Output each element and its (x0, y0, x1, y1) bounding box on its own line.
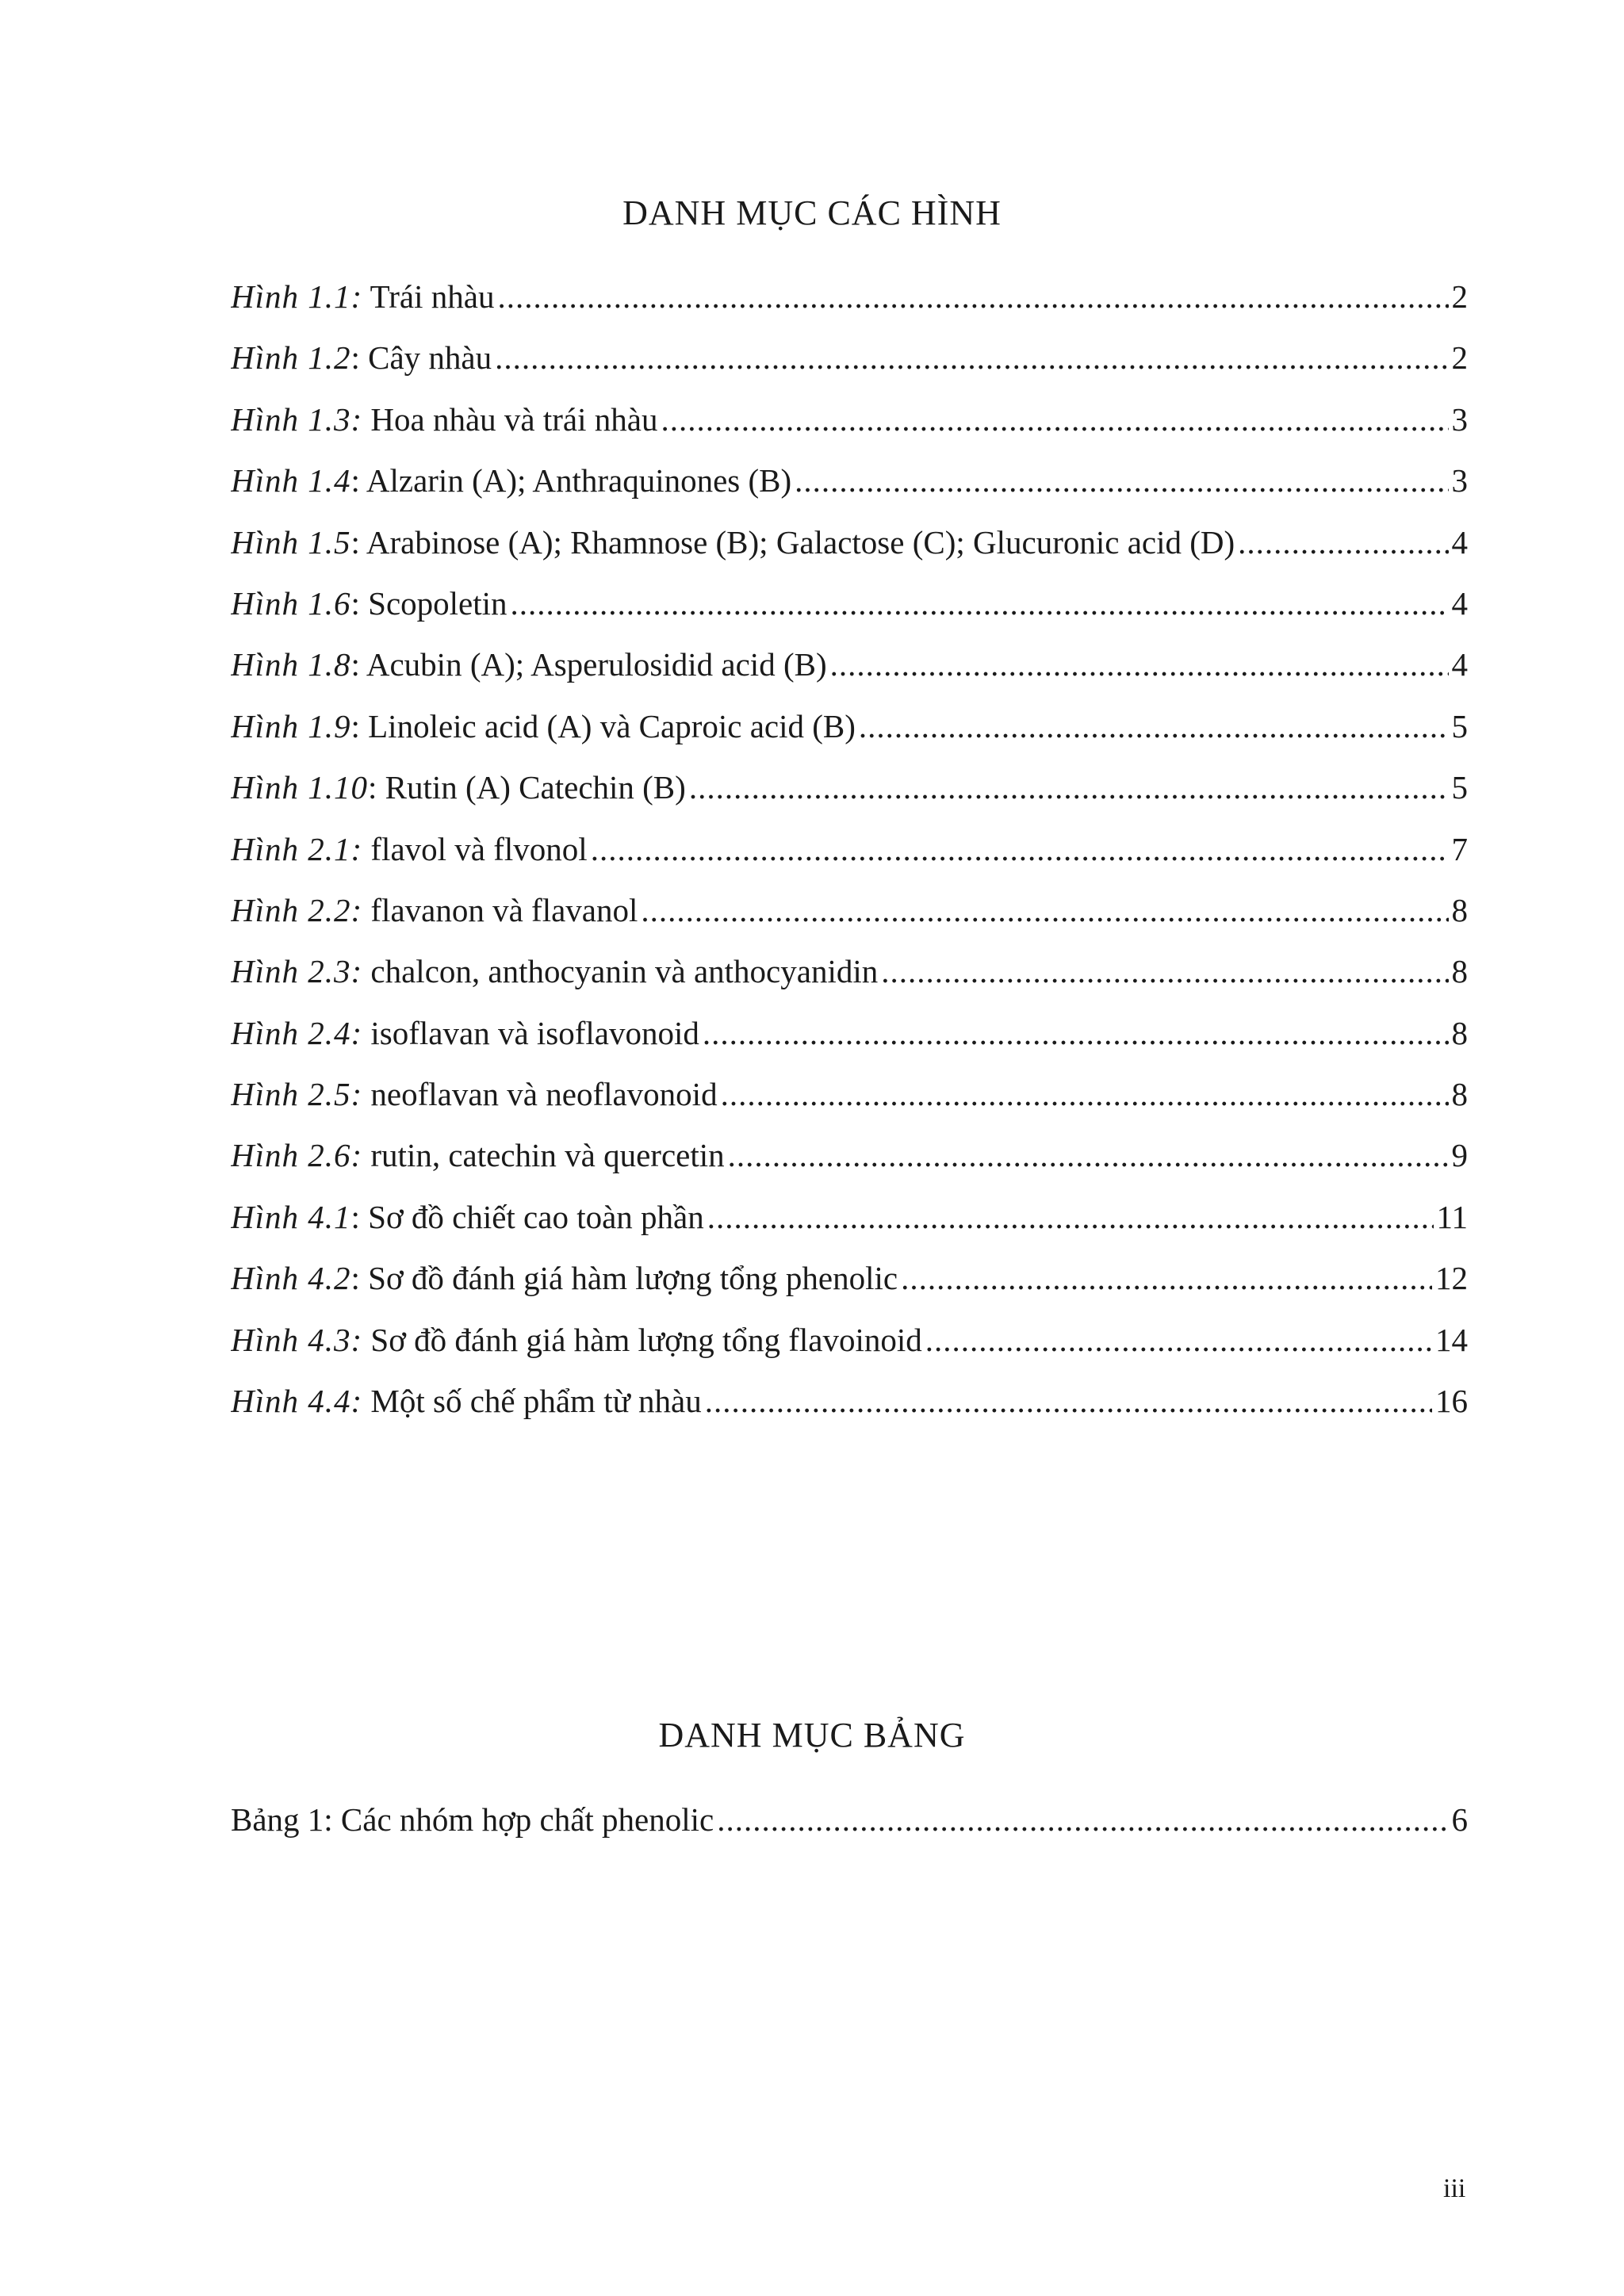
figure-title: : Sơ đồ đánh giá hàm lượng tổng phenolic (350, 1260, 898, 1297)
figure-title: neoflavan và neoflavonoid (362, 1076, 718, 1113)
figure-label: Hình 1.2 (231, 339, 351, 377)
figure-page-number: 4 (1451, 523, 1468, 561)
dot-leader (881, 952, 1448, 990)
figure-entry (231, 1382, 1468, 1443)
dot-leader (511, 584, 1449, 622)
figure-label: Hình 1.5 (231, 523, 351, 561)
figure-title: rutin, catechin và quercetin (362, 1137, 725, 1174)
figure-page-number: 2 (1451, 339, 1468, 377)
figure-page-number: 12 (1435, 1260, 1468, 1297)
figure-title: isoflavan và isoflavonoid (362, 1014, 699, 1051)
figure-page-number: 7 (1451, 830, 1468, 867)
figure-entry (231, 277, 1468, 339)
figure-page-number: 8 (1451, 1014, 1468, 1051)
figure-label: Hình 2.2: (231, 891, 363, 928)
figure-page-number: 8 (1451, 953, 1468, 990)
tables-list (231, 1800, 1468, 1862)
figure-label: Hình 2.6: (231, 1137, 363, 1174)
figure-title: : Linoleic acid (A) và Caproic acid (B) (350, 707, 856, 744)
figure-page-number: 5 (1451, 769, 1468, 806)
figure-title: flavanon và flavanol (362, 891, 638, 928)
dot-leader (707, 1198, 1434, 1236)
figure-label: Hình 1.3: (231, 400, 363, 438)
figure-label: Hình 1.10 (231, 769, 368, 806)
figure-label: Hình 4.1 (231, 1198, 351, 1235)
figure-page-number: 5 (1451, 707, 1468, 744)
figure-label: Hình 1.6 (231, 584, 351, 622)
figure-entry (231, 1075, 1468, 1136)
figure-page-number: 2 (1451, 278, 1468, 315)
dot-leader (925, 1321, 1432, 1359)
figure-title: : Acubin (A); Asperulosidid acid (B) (350, 646, 827, 683)
figure-label: Hình 2.1: (231, 830, 363, 867)
table-title: Bảng 1: Các nhóm hợp chất phenolic (231, 1801, 714, 1838)
table-page-number: 6 (1451, 1801, 1468, 1838)
figure-title: : Scopoletin (350, 584, 508, 622)
figure-page-number: 8 (1451, 891, 1468, 928)
figure-entry (231, 1136, 1468, 1197)
figure-entry (231, 891, 1468, 952)
figure-label: Hình 4.4: (231, 1383, 363, 1420)
figure-page-number: 3 (1451, 400, 1468, 438)
figure-title: chalcon, anthocyanin và anthocyanidin (362, 953, 879, 990)
figure-title: flavol và flvonol (362, 830, 588, 867)
figure-title: : Arabinose (A); Rhamnose (B); Galactose (C); Glucuronic acid (D) (350, 523, 1235, 561)
tables-list-heading: DANH MỤC BẢNG (658, 1716, 966, 1755)
figure-entry (231, 952, 1468, 1013)
figure-page-number: 8 (1451, 1076, 1468, 1113)
page-number: iii (1443, 2174, 1466, 2203)
dot-leader (721, 1075, 1449, 1113)
figure-entry (231, 523, 1468, 584)
figure-title: Trái nhàu (362, 278, 495, 315)
figure-page-number: 4 (1451, 646, 1468, 683)
dot-leader (497, 277, 1448, 316)
figure-entry (231, 1321, 1468, 1382)
dot-leader (689, 768, 1449, 806)
dot-leader (795, 461, 1448, 499)
figure-title: : Cây nhàu (350, 339, 492, 377)
dot-leader (661, 400, 1448, 438)
figure-page-number: 9 (1451, 1137, 1468, 1174)
figure-label: Hình 4.3: (231, 1321, 363, 1358)
figure-title: : Alzarin (A); Anthraquinones (B) (350, 462, 792, 499)
figure-label: Hình 1.9 (231, 707, 351, 744)
figure-label: Hình 4.2 (231, 1260, 351, 1297)
figure-label: Hình 2.4: (231, 1014, 363, 1051)
figure-entry (231, 400, 1468, 461)
figure-entry (231, 339, 1468, 400)
dot-leader (703, 1014, 1449, 1052)
figure-entry (231, 830, 1468, 891)
figure-entry (231, 461, 1468, 522)
dot-leader (717, 1800, 1448, 1839)
figure-label: Hình 2.3: (231, 953, 363, 990)
figure-title: Một số chế phẩm từ nhàu (362, 1383, 702, 1420)
dot-leader (1238, 523, 1448, 561)
figure-page-number: 4 (1451, 584, 1468, 622)
figure-label: Hình 1.4 (231, 462, 351, 499)
figure-entry (231, 645, 1468, 706)
dot-leader (728, 1136, 1449, 1174)
figure-entry (231, 707, 1468, 768)
figure-page-number: 16 (1435, 1383, 1468, 1420)
figure-entry (231, 584, 1468, 645)
figure-entry (231, 1259, 1468, 1320)
dot-leader (495, 339, 1448, 377)
figure-page-number: 3 (1451, 462, 1468, 499)
dot-leader (901, 1259, 1432, 1297)
dot-leader (830, 645, 1449, 683)
figure-entry (231, 1198, 1468, 1259)
figure-entry (231, 1014, 1468, 1075)
figure-label: Hình 2.5: (231, 1076, 363, 1113)
dot-leader (641, 891, 1448, 929)
figure-page-number: 11 (1436, 1198, 1468, 1235)
figure-title: Hoa nhàu và trái nhàu (362, 400, 658, 438)
dot-leader (705, 1382, 1432, 1420)
figures-list (231, 277, 1468, 1443)
figure-label: Hình 1.1: (231, 278, 363, 315)
dot-leader (859, 707, 1449, 745)
figures-list-heading: DANH MỤC CÁC HÌNH (622, 193, 1002, 232)
figure-entry (231, 768, 1468, 829)
dot-leader (591, 830, 1449, 868)
figure-title: Sơ đồ đánh giá hàm lượng tổng flavoinoid (362, 1321, 922, 1358)
table-entry (231, 1800, 1468, 1862)
figure-title: : Rutin (A) Catechin (B) (368, 769, 686, 806)
figure-label: Hình 1.8 (231, 646, 351, 683)
figure-title: : Sơ đồ chiết cao toàn phần (350, 1198, 704, 1235)
figure-page-number: 14 (1435, 1321, 1468, 1358)
